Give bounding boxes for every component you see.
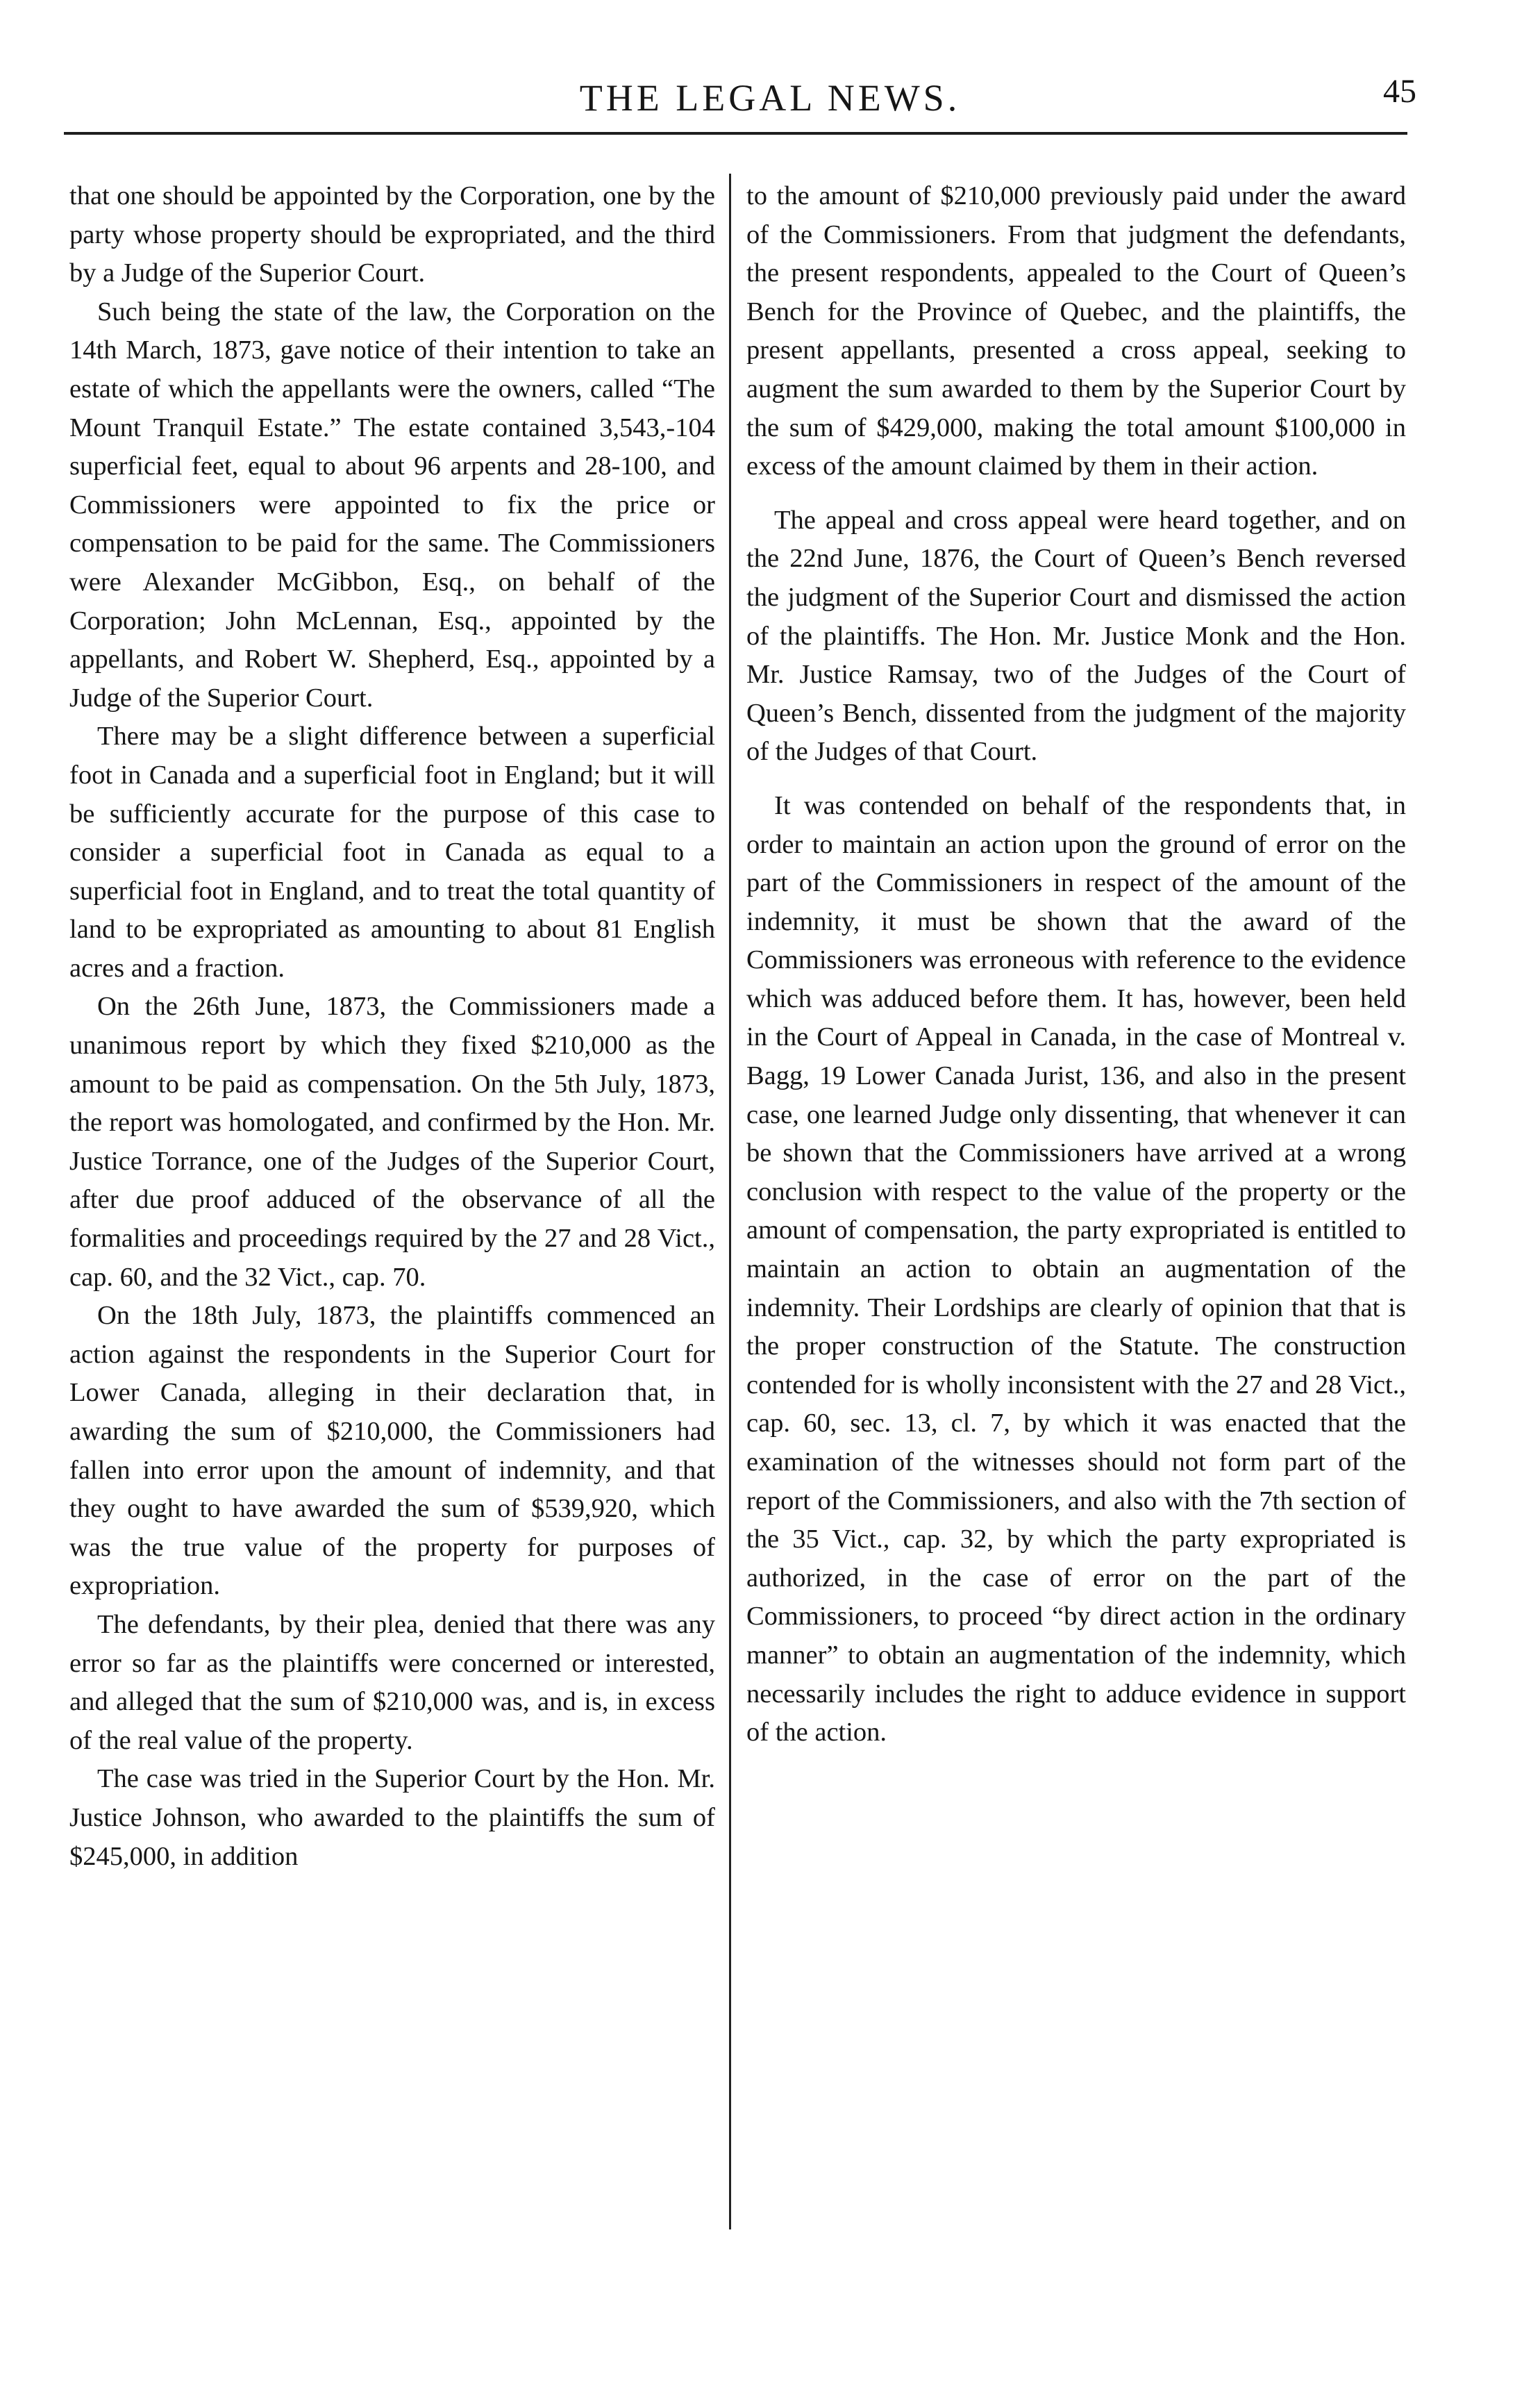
paragraph: On the 26th June, 1873, the Commissioners made a unanimous report by which they fixed $210,000 as the amount to be paid as compensation. On the 5th July, 1873, the report was homologated, and confirmed by the Hon. Mr. Justice Torrance, one of the Judges of the Superior Court, after due proof adduced of the observance of all the formalities and proceedings required by the 27 and 28 Vict., cap. 60, and the 32 Vict., cap. 70. xyxy=(69,992,715,1292)
column-divider xyxy=(729,174,731,2229)
running-header-title: THE LEGAL NEWS. xyxy=(579,77,961,119)
paragraph: Such being the state of the law, the Corporation on the 14th March, 1873, gave notice of their intention to take an estate of which the appellants were the owners, called “The Mount Tranquil Estate.” The estate contained 3,543,-104 superficial feet, equal to about 96 arpents and 28-100, and Commissioners were appointed to fix the price or compensation to be paid for the same. The Commissioners were Alexander McGibbon, Esq., on behalf of the Corporation; John McLennan, Esq., appointed by the appellants, and Robert W. Shepherd, Esq., appointed by a Judge of the Superior Court. xyxy=(69,297,715,713)
left-column xyxy=(69,177,715,1876)
header-rule xyxy=(64,132,1407,135)
paragraph: There may be a slight difference between a superficial foot in Canada and a superficial foot in England; but it will be sufficiently accurate for the purpose of this case to consider a superficial foot in Canada as equal to a superficial foot in England, and to treat the total quantity of land to be expropriated as amounting to about 81 English acres and a fraction. xyxy=(69,722,715,983)
page-number: 45 xyxy=(1383,73,1416,110)
paragraph: On the 18th July, 1873, the plaintiffs commenced an action against the respondents in the Superior Court for Lower Canada, alleging in their declaration that, in awarding the sum of $210,000, the Commissioners had fallen into error upon the amount of indemnity, and that they ought to have awarded the sum of $539,920, which was the true value of the property for purposes of expropriation. xyxy=(69,1301,715,1601)
paragraph: to the amount of $210,000 previously paid under the award of the Commissioners. From that judgment the defendants, the present respondents, appealed to the Court of Queen’s Bench for the Province of Quebec, and the plaintiffs, the present appellants, presented a cross appeal, seeking to augment the sum awarded to them by the Superior Court by the sum of $429,000, making the total amount $100,000 in excess of the amount claimed by them in their action. xyxy=(746,181,1406,481)
paragraph: The defendants, by their plea, denied that there was any error so far as the plaintiffs were concerned or interested, and alleged that the sum of $210,000 was, and is, in excess of the real value of the property. xyxy=(69,1609,715,1755)
paragraph: The appeal and cross appeal were heard together, and on the 22nd June, 1876, the Court of Queen’s Bench reversed the judgment of the Superior Court and dismissed the action of the plaintiffs. The Hon. Mr. Justice Monk and the Hon. Mr. Justice Ramsay, two of the Judges of the Court of Queen’s Bench, dissented from the judgment of the majority of the Judges of that Court. xyxy=(746,505,1406,767)
paragraph: The case was tried in the Superior Court by the Hon. Mr. Justice Johnson, who awarded to the plaintiffs the sum of $245,000, in addition xyxy=(69,1764,715,1871)
paragraph: It was contended on behalf of the respondents that, in order to maintain an action upon the ground of error on the part of the Commissioners in respect of the amount of the indemnity, it must be shown that the award of the Commissioners was erroneous with reference to the evidence which was adduced before them. It has, however, been held in the Court of Appeal in Canada, in the case of Montreal v. Bagg, 19 Lower Canada Jurist, 136, and also in the present case, one learned Judge only dissenting, that whenever it can be shown that the Commissioners have arrived at a wrong conclusion with respect to the value of the property or the amount of compensation, the party expropriated is entitled to maintain an action to obtain an augmentation of the indemnity. Their Lordships are clearly of opinion that that is the proper construction of the Statute. The construction contended for is wholly inconsistent with the 27 and 28 Vict., cap. 60, sec. 13, cl. 7, by which it was enacted that the examination of the witnesses should not form part of the report of the Commissioners, and also with the 7th section of the 35 Vict., cap. 32, by which the party expropriated is authorized, in the case of error on the part of the Commissioners, to proceed “by direct action in the ordinary manner” to obtain an augmentation of the indemnity, which necessarily includes the right to adduce evidence in support of the action. xyxy=(746,790,1406,1747)
paragraph: that one should be appointed by the Corporation, one by the party whose property should be expropriated, and the third by a Judge of the Superior Court. xyxy=(69,181,715,288)
right-column xyxy=(746,177,1406,1752)
